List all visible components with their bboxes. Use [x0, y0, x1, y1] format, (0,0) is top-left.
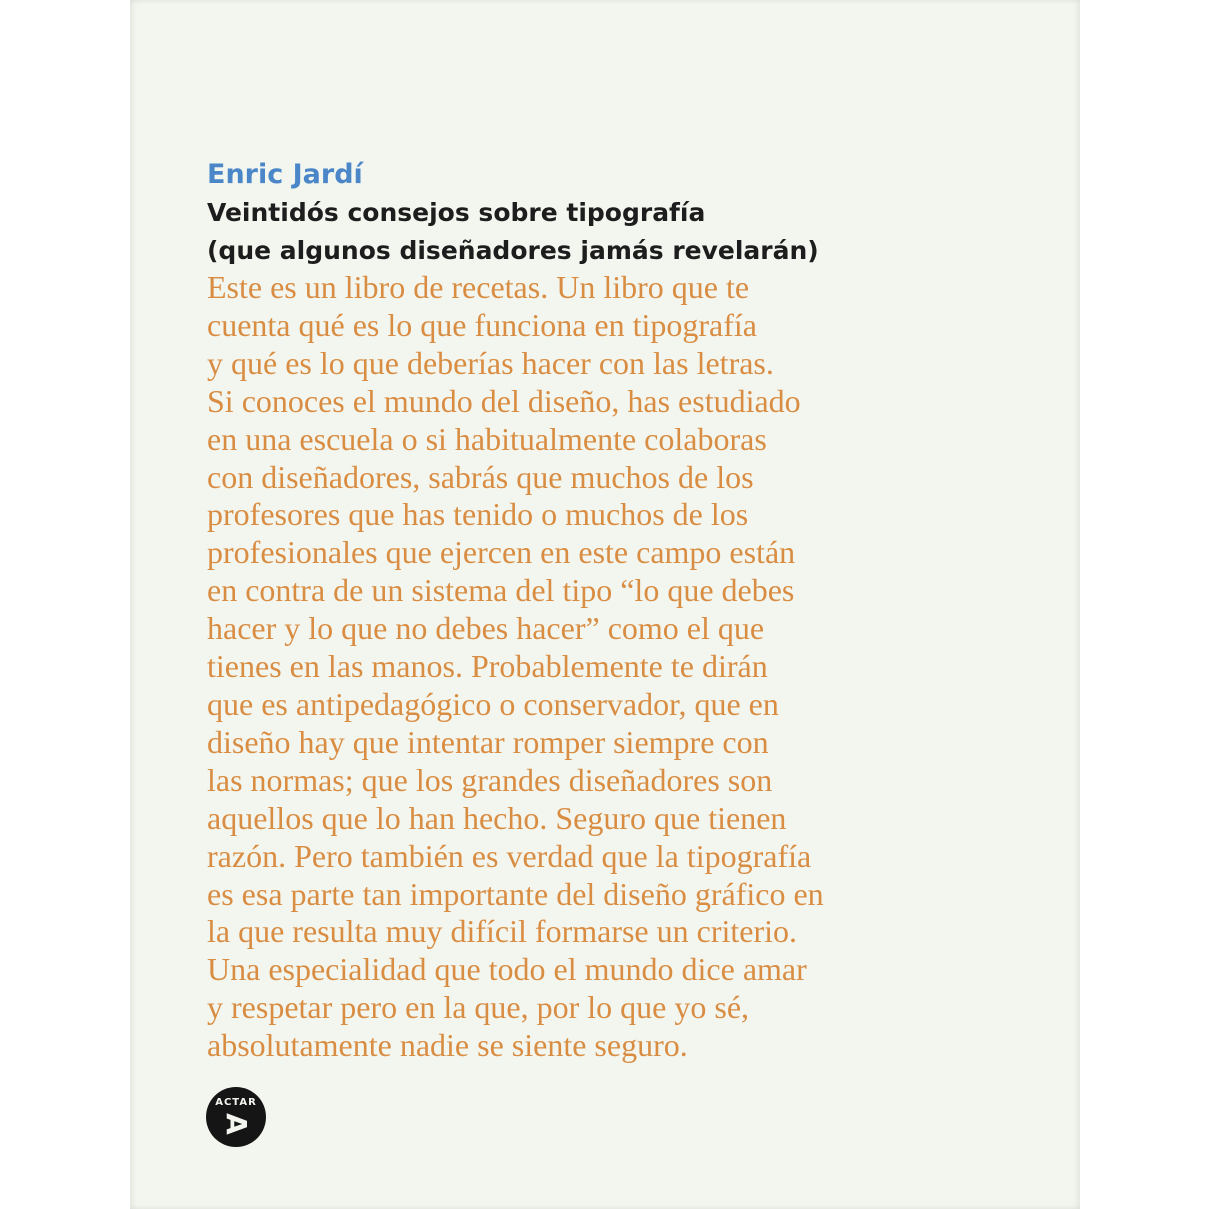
- publisher-logo-word: ACTAR: [215, 1097, 257, 1108]
- blurb-line: con diseñadores, sabrás que muchos de los: [207, 458, 754, 495]
- blurb-line: profesores que has tenido o muchos de los: [207, 496, 749, 533]
- title-line: (que algunos diseñadores jamás revelarán): [207, 236, 819, 265]
- publisher-logo-letter: A: [220, 1113, 253, 1135]
- blurb-line: absolutamente nadie se siente seguro.: [207, 1027, 688, 1064]
- blurb-line: y respetar pero en la que, por lo que yo sé,: [207, 989, 750, 1026]
- author-name: Enric Jardí: [207, 159, 363, 190]
- blurb-line: es esa parte tan importante del diseño gráfico en: [207, 875, 824, 912]
- blurb-line: en contra de un sistema del tipo “lo que debes: [207, 572, 795, 609]
- blurb-line: profesionales que ejercen en este campo están: [207, 534, 796, 571]
- title-line: Veintidós consejos sobre tipografía: [207, 198, 706, 227]
- blurb-line: y qué es lo que deberías hacer con las letras.: [207, 344, 774, 381]
- blurb-line: hacer y lo que no debes hacer” como el que: [207, 610, 765, 647]
- blurb-line: razón. Pero también es verdad que la tipografía: [207, 837, 812, 874]
- blurb-line: diseño hay que intentar romper siempre con: [207, 723, 769, 760]
- publisher-logo: [206, 1087, 266, 1147]
- blurb-line: en una escuela o si habitualmente colaboras: [207, 420, 767, 457]
- blurb-line: que es antipedagógico o conservador, que en: [207, 685, 779, 722]
- blurb-line: Una especialidad que todo el mundo dice amar: [207, 951, 807, 988]
- book-title: [207, 194, 819, 270]
- blurb-line: las normas; que los grandes diseñadores son: [207, 761, 773, 798]
- blurb-text: [207, 269, 824, 1065]
- blurb-line: Si conoces el mundo del diseño, has estudiado: [207, 382, 801, 419]
- blurb-line: cuenta qué es lo que funciona en tipografía: [207, 306, 757, 343]
- blurb-line: aquellos que lo han hecho. Seguro que tienen: [207, 799, 787, 836]
- blurb-line: Este es un libro de recetas. Un libro que te: [207, 269, 750, 305]
- blurb-line: la que resulta muy difícil formarse un criterio.: [207, 913, 798, 950]
- blurb-line: tienes en las manos. Probablemente te dirán: [207, 648, 768, 685]
